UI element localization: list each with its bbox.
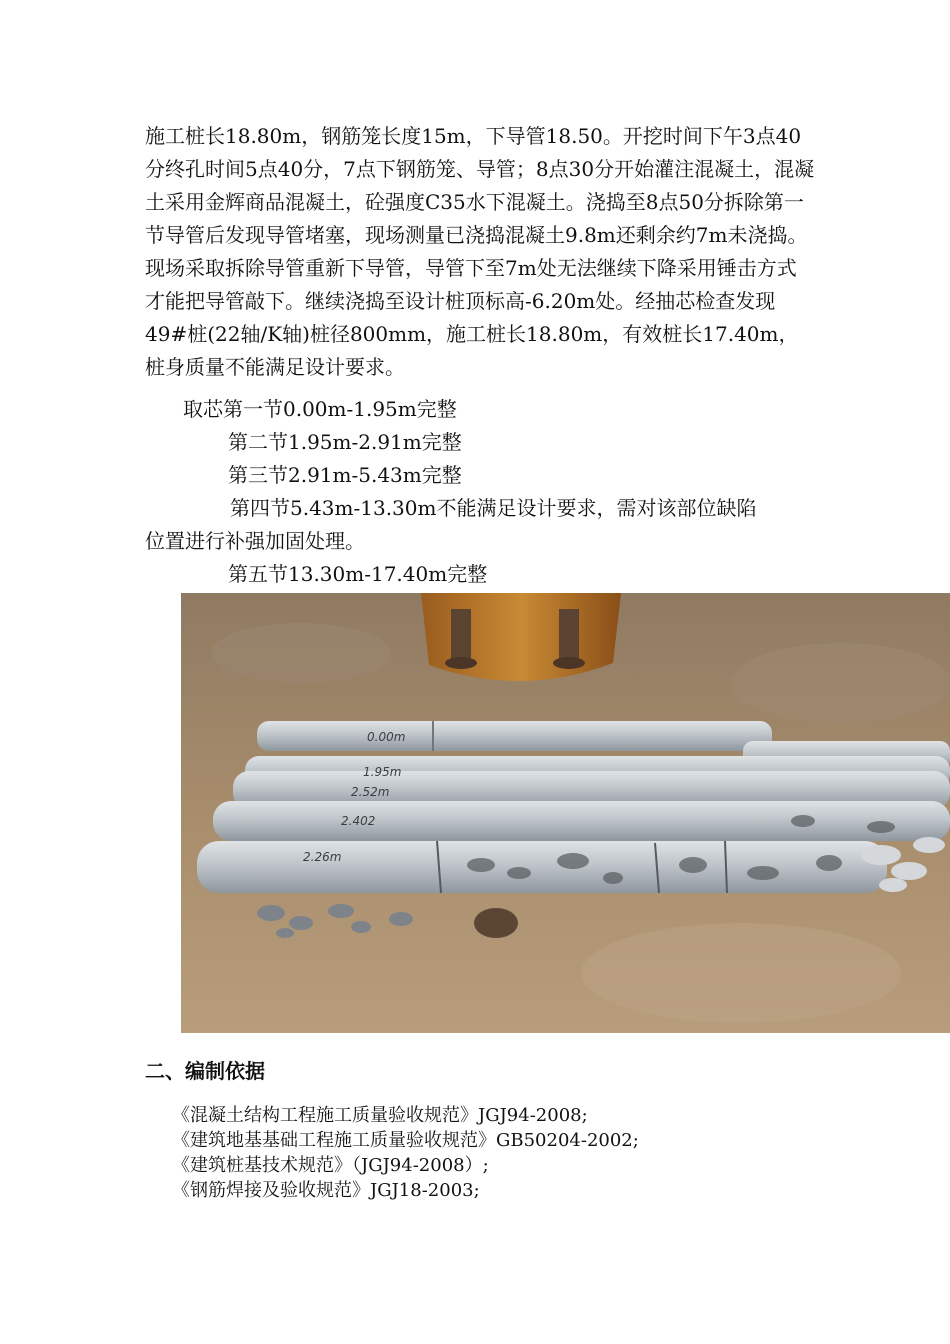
core-line-5: 第五节13.30m-17.40m完整 (228, 562, 488, 586)
core-line-2: 第二节1.95m-2.91m完整 (228, 430, 462, 454)
reference-item-1: 《混凝土结构工程施工质量验收规范》JGJ94-2008; (172, 1105, 588, 1126)
core-sample-photo (181, 593, 950, 1033)
reference-item-3: 《建筑桩基技术规范》（JGJ94-2008）; (172, 1155, 489, 1176)
section-heading: 二、编制依据 (145, 1059, 265, 1083)
core-label-2: 1.95m (363, 765, 402, 779)
core-line-3: 第三节2.91m-5.43m完整 (228, 463, 462, 487)
core-line-4: 第四节5.43m-13.30m不能满足设计要求，需对该部位缺陷 (230, 496, 757, 520)
core-label-3: 2.52m (351, 785, 390, 799)
reference-item-4: 《钢筋焊接及验收规范》JGJ18-2003; (172, 1180, 480, 1201)
core-label-4: 2.402 (341, 814, 376, 828)
core-line-4-cont: 位置进行补强加固处理。 (145, 529, 365, 553)
reference-item-2: 《建筑地基基础工程施工质量验收规范》GB50204-2002; (172, 1130, 639, 1151)
core-label-1: 0.00m (367, 730, 406, 744)
core-label-5: 2.26m (303, 850, 342, 864)
body-paragraph: 施工桩长18.80m，钢筋笼长度15m，下导管18.50。开挖时间下午3点40分终孔时间5点40分，7点下钢筋笼、导管；8点30分开始灌注混凝土，混凝土采用金辉商品混凝土，砼强度C35水下混凝土。浇捣至8点50分拆除第一节导管后发现导管堵塞，现场测量已浇捣混凝土9.8m还剩余约7m未浇捣。现场采取拆除导管重新下导管，导管下至7m处无法继续下降采用锤击方式才能把导管敲下。继续浇捣至设计桩顶标高-6.20m处。经抽芯检查发现49#桩(22轴/K轴)桩径800mm，施工桩长18.80m，有效桩长17.40m，桩身质量不能满足设计要求。 (145, 124, 815, 379)
core-line-1: 取芯第一节0.00m-1.95m完整 (183, 397, 457, 421)
